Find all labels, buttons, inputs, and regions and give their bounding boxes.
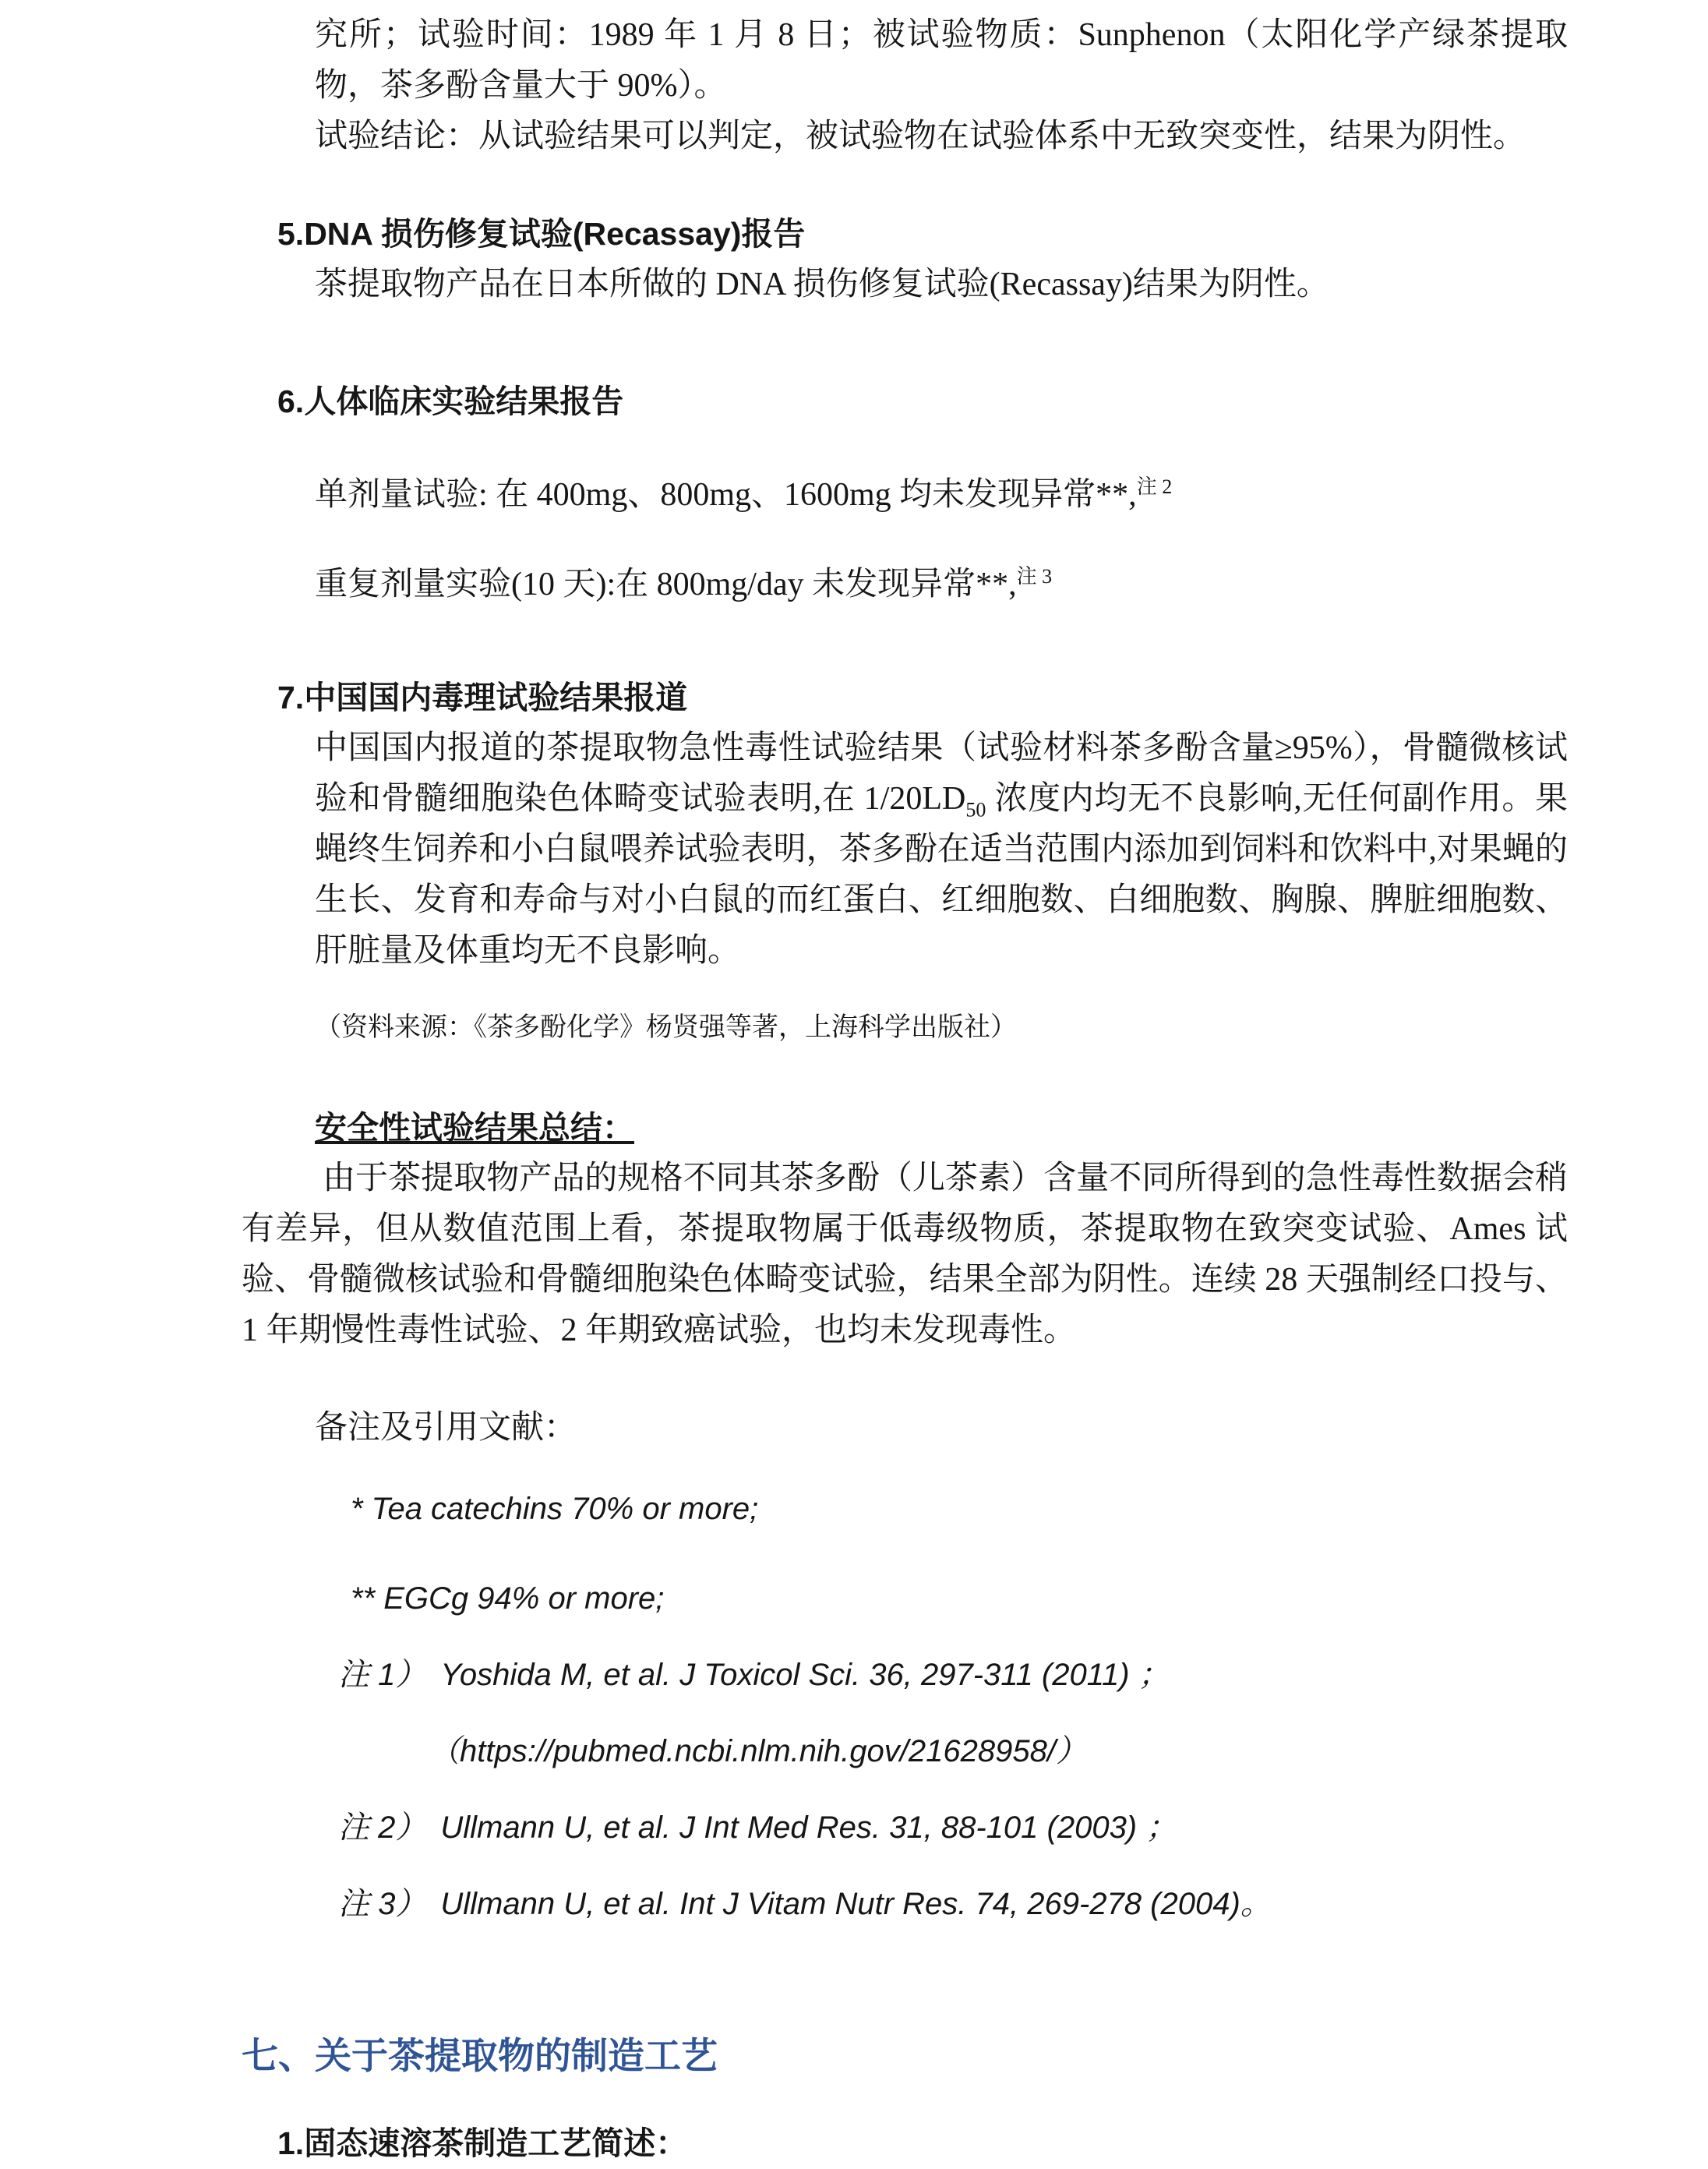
section-6-heading: 6.人体临床实验结果报告 xyxy=(277,383,624,419)
citation-note-2-text: Ullmann U, et al. J Int Med Res. 31, 88-101 (2003) ； xyxy=(440,1810,1177,1845)
safety-summary-paragraph: 由于茶提取物产品的规格不同其茶多酚（儿茶素）含量不同所得到的急性毒性数据会稍有差异，但从数值范围上看，茶提取物属于低毒级物质，茶提取物在致突变试验、Ames 试验、骨髓微核试验和骨髓细胞染色体畸变试验，结果全部为阴性。连续 28 天强制经口投与、1 年期慢性毒性试验、2 年期致癌试验，也均未发现毒性。 xyxy=(242,1160,1568,1348)
section-5-body: 茶提取物产品在日本所做的 DNA 损伤修复试验(Recassay)结果为阴性。 xyxy=(315,267,1329,302)
footnote-star-double: ** EGCg 94% or more; xyxy=(351,1581,665,1616)
citation-note-2-label: 注 2） xyxy=(338,1810,427,1845)
single-dose-line xyxy=(315,470,1568,521)
repeat-dose-line xyxy=(315,560,1568,610)
citation-note-2 xyxy=(338,1805,1568,1850)
single-dose-note-ref: 注 2 xyxy=(1136,475,1173,498)
intro-paragraph-continuation: 究所；试验时间：1989 年 1 月 8 日；被试验物质：Sunphenon（太阳化学产绿茶提取物，茶多酚含量大于 90%）。 xyxy=(315,17,1568,104)
ld50-subscript: 50 xyxy=(965,798,986,821)
section-5-heading: 5.DNA 损伤修复试验(Recassay)报告 xyxy=(277,216,806,252)
section-7-body-part2: 浓度内均无不良影响,无任何副作用。果蝇终生饲养和小白鼠喂养试验表明，茶多酚在适当范围内添加到饲料和饮料中,对果蝇的生长、发育和寿命与对小白鼠的而红蛋白、红细胞数、白细胞数、胸腺、脾脏细胞数、肝脏量及体重均无不良影响。 xyxy=(315,781,1568,969)
chapter-7-heading: 七、关于茶提取物的制造工艺 xyxy=(242,2035,718,2076)
section-7-body xyxy=(315,723,1568,977)
process-subheading: 1.固态速溶茶制造工艺简述： xyxy=(277,2125,688,2161)
single-dose-text: 单剂量试验: 在 400mg、800mg、1600mg 均未发现异常**, xyxy=(315,477,1137,513)
test-conclusion-paragraph: 试验结论：从试验结果可以判定，被试验物在试验体系中无致突变性，结果为阴性。 xyxy=(315,118,1526,154)
citation-note-1-text: Yoshida M, et al. J Toxicol Sci. 36, 297-311 (2011) ； xyxy=(440,1658,1170,1692)
citation-note-1 xyxy=(338,1652,1568,1697)
repeat-dose-note-ref: 注 3 xyxy=(1016,565,1053,588)
safety-summary-heading xyxy=(315,1103,1568,1153)
citation-note-3-label: 注 3） xyxy=(338,1887,427,1921)
citation-url-text: （https://pubmed.ncbi.nlm.nih.gov/21628958/） xyxy=(429,1734,1087,1768)
document-page xyxy=(0,10,1708,2161)
repeat-dose-text: 重复剂量实验(10 天):在 800mg/day 未发现异常**, xyxy=(315,567,1017,602)
citation-note-3-text: Ullmann U, et al. Int J Vitam Nutr Res. 74, 269-278 (2004)。 xyxy=(440,1887,1272,1921)
citation-note-3 xyxy=(338,1881,1568,1927)
source-note: （资料来源：《茶多酚化学》杨贤强等著，上海科学出版社） xyxy=(315,1013,1017,1042)
footnote-star-single: * Tea catechins 70% or more; xyxy=(351,1492,759,1526)
safety-summary-heading-text: 安全性试验结果总结： xyxy=(315,1110,634,1146)
section-7-heading: 7.中国国内毒理试验结果报道 xyxy=(277,680,688,715)
citation-note-1-url xyxy=(429,1729,1568,1774)
citation-note-1-label: 注 1） xyxy=(338,1658,427,1692)
references-heading: 备注及引用文献： xyxy=(315,1410,577,1446)
section-7-body-part1: 中国国内报道的茶提取物急性毒性试验结果（试验材料茶多酚含量≥95%），骨髓微核试验和骨髓细胞染色体畸变试验表明,在 1/20LD xyxy=(315,730,1568,817)
